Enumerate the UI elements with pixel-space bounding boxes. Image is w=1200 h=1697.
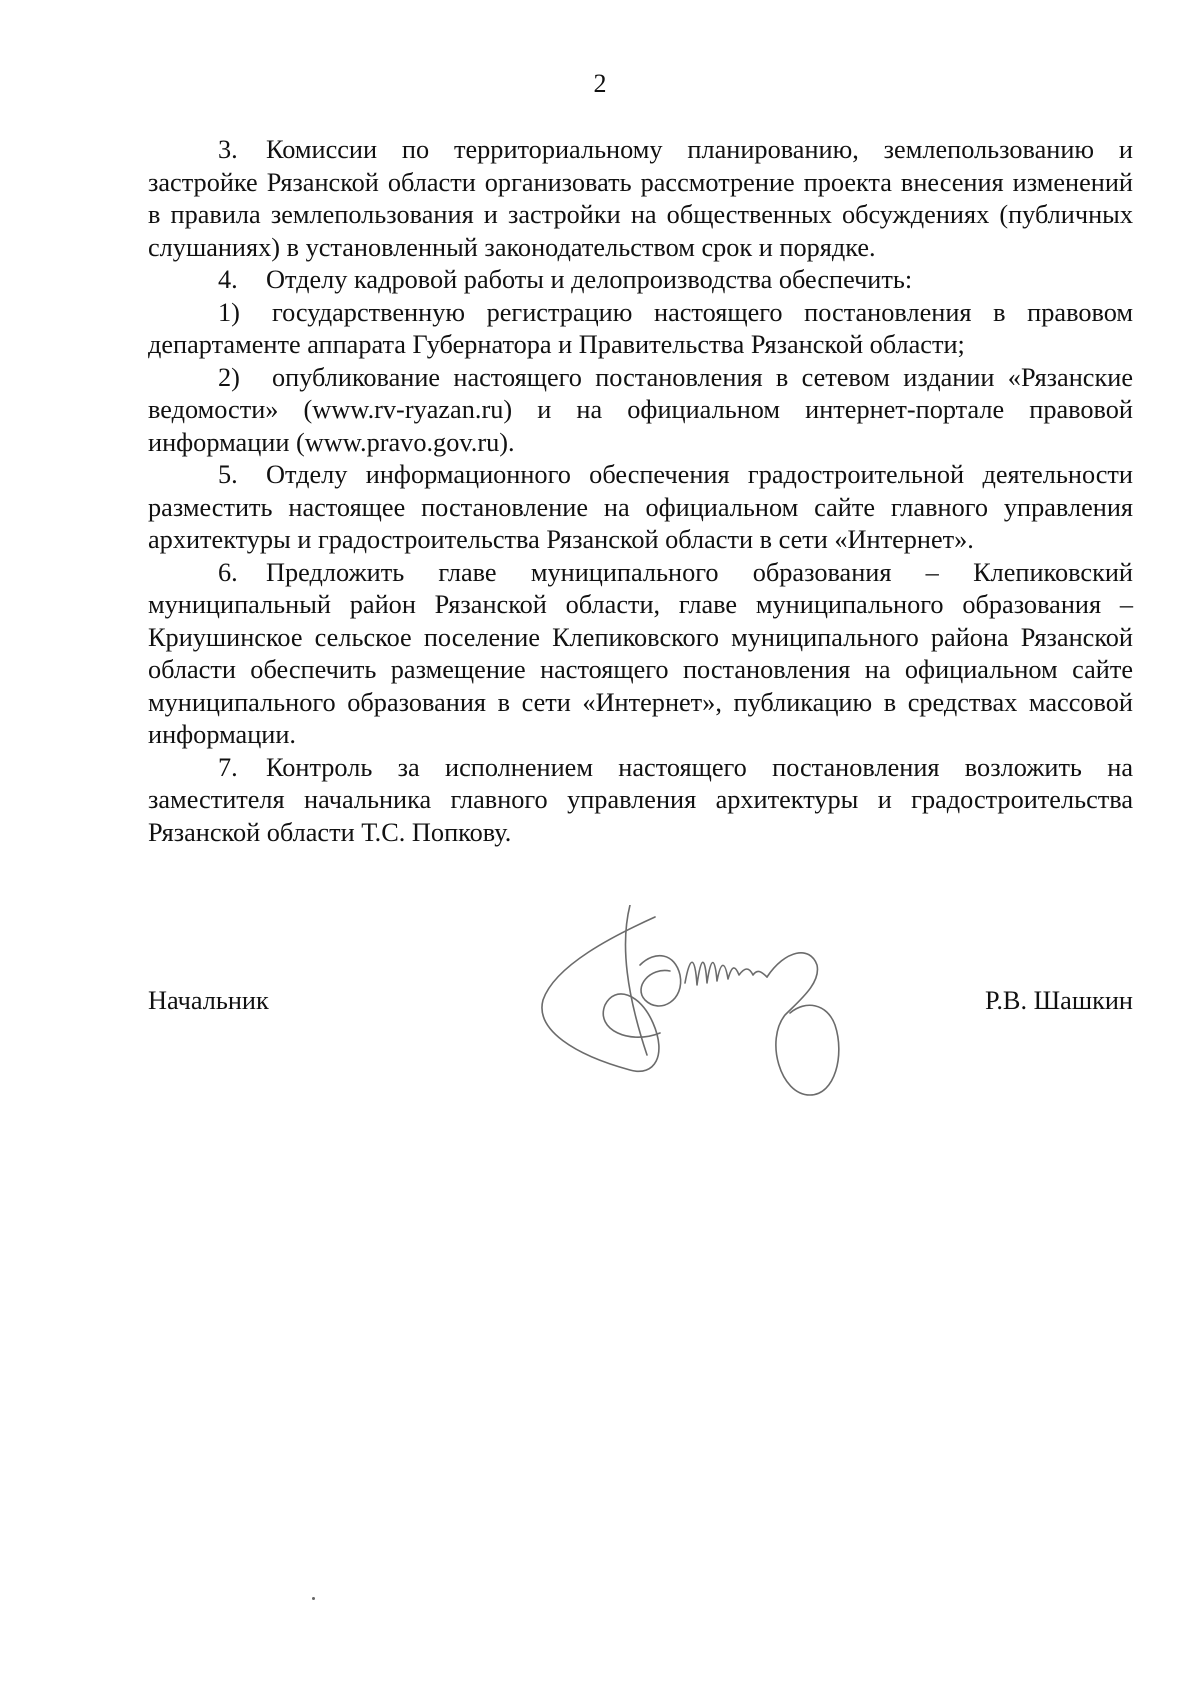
page-number: 2 — [593, 69, 607, 98]
paragraph-number: 4. — [218, 265, 238, 294]
signatory-position: Начальник — [148, 986, 269, 1015]
subparagraph-1 — [148, 297, 1133, 362]
paragraph-number: 3. — [218, 135, 238, 164]
paragraph-number: 6. — [218, 557, 238, 587]
paragraph-6 — [148, 557, 1133, 752]
paragraph-text: Отделу кадровой работы и делопроизводства обеспечить: — [266, 265, 913, 294]
paragraph-3 — [148, 134, 1133, 264]
paragraph-text: Предложить главе муниципального образования – Клепиковский муниципальный район Рязанской области, главе муниципального образования – Криушинское сельское поселение Клепиковского муниципального района Рязанской области обеспечить размещение настоящего постановления на официальном сайте муниципального образования в сети «Интернет», публикацию в средствах массовой информации. — [148, 557, 1133, 749]
paragraph-5 — [148, 459, 1133, 557]
paragraph-text: государственную регистрацию настоящего постановления в правовом департаменте аппарата Губернатора и Правительства Рязанской области; — [148, 297, 1133, 359]
paragraph-text: опубликование настоящего постановления в сетевом издании «Рязанские ведомости» (www.rv-ryazan.ru) и на официальном интернет-портале правовой информации (www.pravo.gov.ru). — [148, 362, 1133, 457]
document-body — [148, 134, 1133, 849]
paragraph-text: Контроль за исполнением настоящего постановления возложить на заместителя начальника главного управления архитектуры и градостроительства Рязанской области Т.С. Попкову. — [148, 752, 1133, 847]
scan-speck — [312, 1597, 315, 1600]
signatory-name: Р.В. Шашкин — [985, 986, 1133, 1015]
paragraph-number: 7. — [218, 752, 238, 782]
paragraph-text: Комиссии по территориальному планированию, землепользованию и застройке Рязанской области организовать рассмотрение проекта внесения изменений в правила землепользования и застройки на общественных обсуждениях (публичных слушаниях) в установленный законодательством срок и порядке. — [148, 135, 1133, 262]
signature-block — [148, 985, 1133, 1025]
paragraph-4 — [148, 264, 1133, 297]
paragraph-number: 1) — [218, 297, 240, 327]
subparagraph-2 — [148, 362, 1133, 460]
paragraph-number: 2) — [218, 362, 240, 392]
paragraph-text: Отделу информационного обеспечения градостроительной деятельности разместить настоящее постановление на официальном сайте главного управления архитектуры и градостроительства Рязанской области в сети «Интернет». — [148, 460, 1133, 554]
paragraph-7 — [148, 752, 1133, 850]
paragraph-number: 5. — [218, 460, 238, 489]
